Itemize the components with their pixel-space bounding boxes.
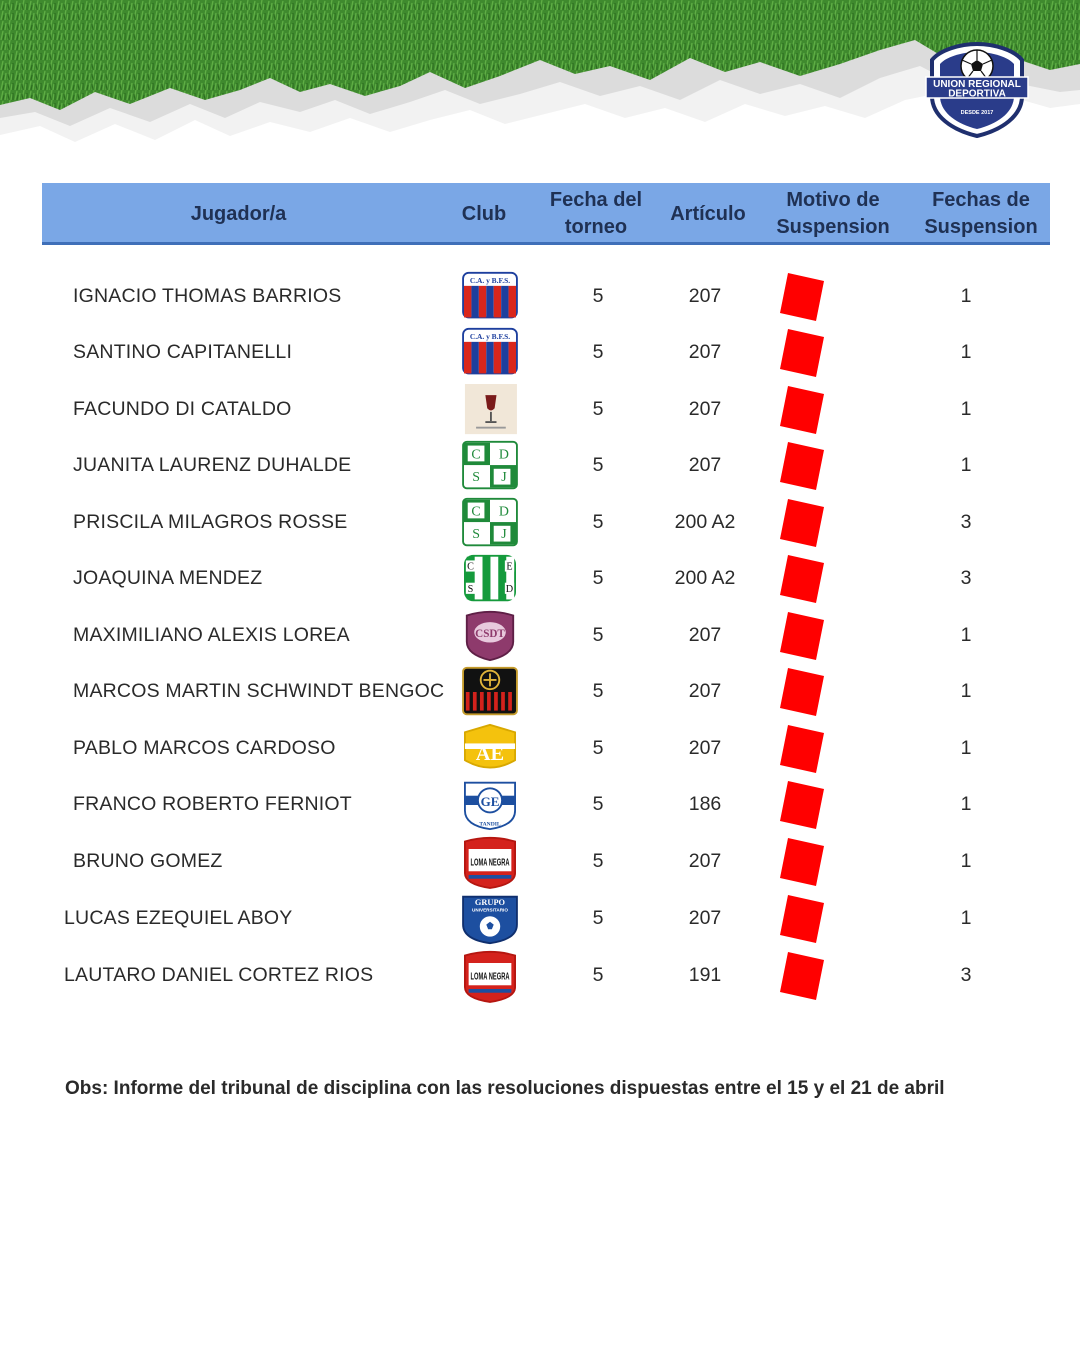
player-name: LAUTARO DANIEL CORTEZ RIOS — [64, 963, 374, 986]
fechas-suspension: 1 — [960, 906, 972, 929]
player-name: MAXIMILIANO ALEXIS LOREA — [73, 623, 350, 646]
logo-line2: DEPORTIVA — [948, 88, 1006, 100]
player-name: JUANITA LAURENZ DUHALDE — [73, 453, 352, 476]
svg-text:UNIVERSITARIO: UNIVERSITARIO — [472, 907, 508, 913]
articulo: 207 — [688, 453, 722, 476]
player-name: JOAQUINA MENDEZ — [73, 566, 263, 589]
svg-text:S: S — [472, 469, 480, 485]
fecha-torneo: 5 — [592, 453, 604, 476]
svg-text:GRUPO: GRUPO — [474, 898, 506, 908]
articulo: 207 — [688, 906, 722, 929]
header-divider — [767, 245, 885, 249]
svg-text:D: D — [498, 447, 509, 463]
fechas-suspension: 1 — [960, 679, 972, 702]
cdsj-crest — [457, 497, 523, 549]
fecha-torneo: 5 — [592, 623, 604, 646]
articulo: 207 — [688, 623, 722, 646]
fechas-suspension: 3 — [960, 566, 972, 589]
table-row — [0, 494, 1080, 550]
header-motivo: Motivo de Suspension — [776, 189, 890, 238]
articulo: 207 — [688, 340, 722, 363]
articulo: 191 — [688, 963, 722, 986]
fechas-suspension: 1 — [960, 736, 972, 759]
articulo: 207 — [688, 849, 722, 872]
fecha-torneo: 5 — [592, 849, 604, 872]
player-name: BRUNO GOMEZ — [73, 849, 223, 872]
ca-bfs-crest — [457, 327, 523, 379]
fechas-suspension: 1 — [960, 340, 972, 363]
fechas-suspension: 1 — [960, 849, 972, 872]
table-row — [0, 776, 1080, 832]
svg-text:LOMA NEGRA: LOMA NEGRA — [470, 971, 510, 983]
fecha-torneo: 5 — [592, 397, 604, 420]
fecha-torneo: 5 — [592, 340, 604, 363]
table-row — [0, 268, 1080, 324]
red-card-icon — [778, 553, 826, 605]
svg-text:D: D — [505, 584, 514, 595]
player-name: IGNACIO THOMAS BARRIOS — [73, 284, 342, 307]
header-club: Club — [461, 202, 507, 225]
player-name: MARCOS MARTIN SCHWINDT BENGOC — [73, 679, 445, 702]
fecha-torneo: 5 — [592, 510, 604, 533]
black-red-crest — [457, 666, 523, 718]
wine-glass-crest — [457, 384, 523, 436]
red-card-icon — [778, 666, 826, 718]
header-jugador: Jugador/a — [190, 202, 287, 225]
grass-banner — [0, 0, 1080, 170]
articulo: 207 — [688, 397, 722, 420]
svg-text:S: S — [467, 584, 474, 595]
fecha-torneo: 5 — [592, 566, 604, 589]
svg-text:C: C — [467, 561, 474, 573]
player-name: PABLO MARCOS CARDOSO — [73, 736, 336, 759]
header-fechas-suspension: Fechas de Suspension — [924, 189, 1038, 238]
header-fecha: Fecha del torneo — [549, 189, 643, 238]
table-row — [0, 947, 1080, 1003]
svg-text:TANDIL: TANDIL — [479, 821, 501, 828]
table-row — [0, 607, 1080, 663]
articulo: 207 — [688, 679, 722, 702]
yellow-ae-crest — [457, 723, 523, 775]
red-card-icon — [778, 327, 826, 379]
table-row — [0, 720, 1080, 776]
svg-text:S: S — [472, 526, 480, 542]
cdsj-crest — [457, 440, 523, 492]
player-name: SANTINO CAPITANELLI — [73, 340, 293, 363]
articulo: 207 — [688, 736, 722, 759]
csed-crest — [457, 553, 523, 605]
red-card-icon — [778, 836, 826, 888]
red-card-icon — [778, 271, 826, 323]
table-header — [42, 183, 1050, 245]
union-regional-deportiva-logo — [922, 40, 1032, 138]
red-card-icon — [778, 723, 826, 775]
svg-text:J: J — [501, 526, 507, 542]
fechas-suspension: 1 — [960, 397, 972, 420]
red-card-icon — [778, 610, 826, 662]
ge-tandil-crest — [457, 779, 523, 831]
csdt-crest — [457, 610, 523, 662]
fecha-torneo: 5 — [592, 792, 604, 815]
loma-negra-crest — [457, 950, 523, 1002]
fechas-suspension: 1 — [960, 284, 972, 307]
svg-text:C: C — [471, 447, 481, 463]
fecha-torneo: 5 — [592, 736, 604, 759]
svg-text:D: D — [498, 504, 509, 520]
fechas-suspension: 1 — [960, 792, 972, 815]
table-row — [0, 324, 1080, 380]
table-row — [0, 550, 1080, 606]
svg-text:LOMA NEGRA: LOMA NEGRA — [470, 857, 510, 869]
logo-line3: DESDE 2017 — [960, 110, 994, 116]
red-card-icon — [778, 384, 826, 436]
table-row — [0, 890, 1080, 946]
red-card-icon — [778, 497, 826, 549]
svg-text:J: J — [501, 469, 507, 485]
svg-text:C: C — [471, 504, 481, 520]
header-articulo: Artículo — [670, 202, 746, 225]
table-row — [0, 833, 1080, 889]
observation-note: Obs: Informe del tribunal de disciplina con las resoluciones dispuestas entre el 15 y el 21 de abril — [65, 1078, 945, 1099]
fechas-suspension: 3 — [960, 510, 972, 533]
articulo: 200 A2 — [674, 510, 736, 533]
fecha-torneo: 5 — [592, 679, 604, 702]
articulo: 186 — [688, 792, 722, 815]
red-card-icon — [778, 440, 826, 492]
fechas-suspension: 1 — [960, 623, 972, 646]
loma-negra-crest — [457, 836, 523, 888]
logo-line1: UNION REGIONAL — [933, 79, 1021, 90]
player-name: LUCAS EZEQUIEL ABOY — [64, 906, 293, 929]
fechas-suspension: 1 — [960, 453, 972, 476]
grupo-universitario-crest — [457, 893, 523, 945]
fechas-suspension: 3 — [960, 963, 972, 986]
svg-text:GE: GE — [480, 793, 500, 809]
player-name: PRISCILA MILAGROS ROSSE — [73, 510, 348, 533]
svg-text:C.A. y B.F.S.: C.A. y B.F.S. — [469, 276, 511, 286]
table-row — [0, 663, 1080, 719]
articulo: 207 — [688, 284, 722, 307]
ca-bfs-crest — [457, 271, 523, 323]
red-card-icon — [778, 950, 826, 1002]
svg-text:CSDT: CSDT — [475, 627, 505, 640]
fecha-torneo: 5 — [592, 963, 604, 986]
table-row — [0, 381, 1080, 437]
svg-text:E: E — [506, 561, 513, 573]
player-name: FACUNDO DI CATALDO — [73, 397, 292, 420]
table-row — [0, 437, 1080, 493]
articulo: 200 A2 — [674, 566, 736, 589]
svg-text:AE: AE — [475, 743, 505, 766]
fecha-torneo: 5 — [592, 284, 604, 307]
svg-text:C.A. y B.F.S.: C.A. y B.F.S. — [469, 332, 511, 342]
red-card-icon — [778, 779, 826, 831]
player-name: FRANCO ROBERTO FERNIOT — [73, 792, 352, 815]
fecha-torneo: 5 — [592, 906, 604, 929]
red-card-icon — [778, 893, 826, 945]
